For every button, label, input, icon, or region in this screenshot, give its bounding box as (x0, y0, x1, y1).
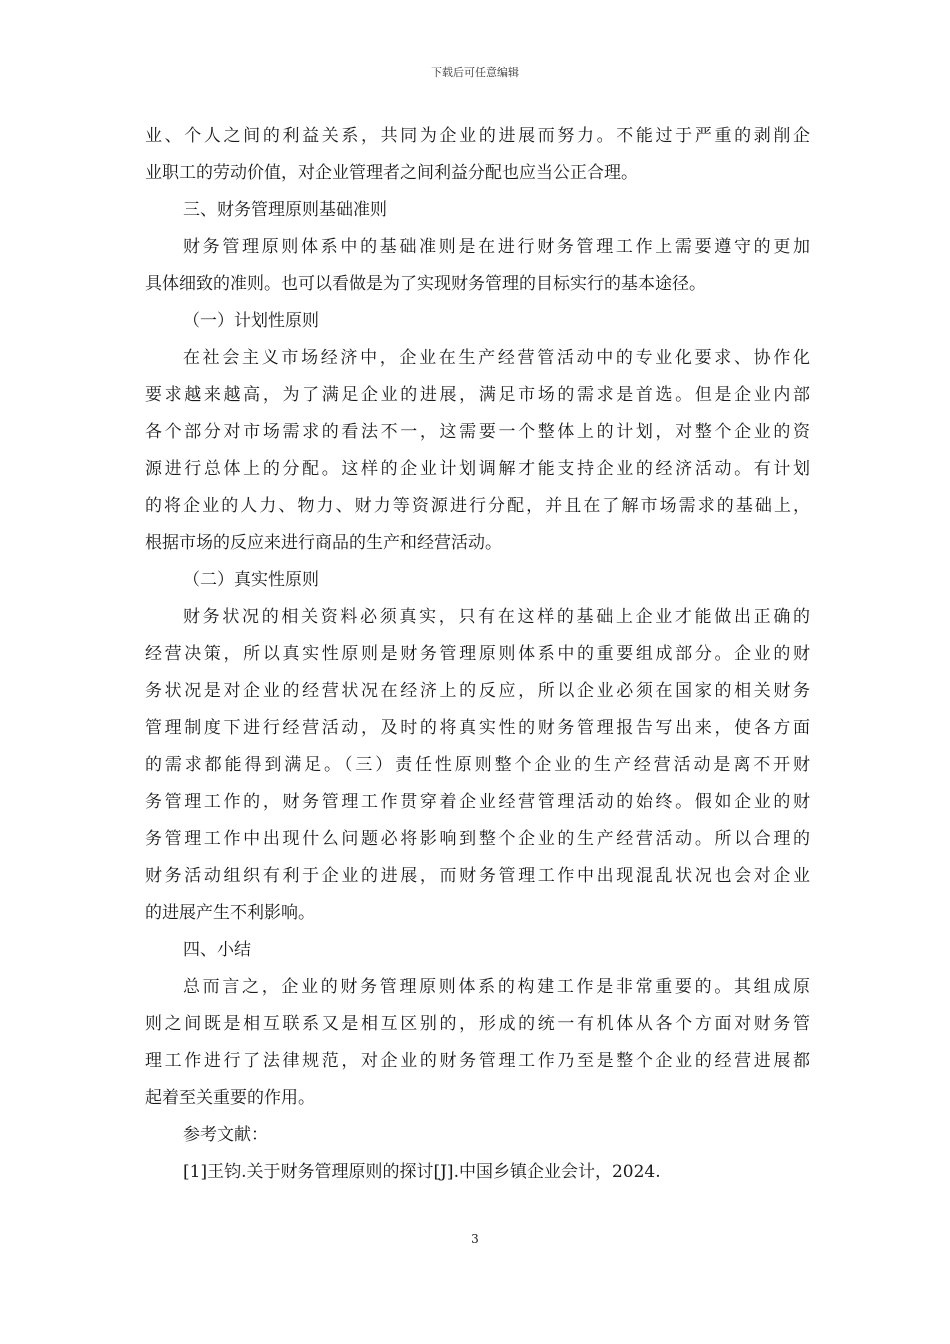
text-line: 管理制度下进行经营活动，及时的将真实性的财务管理报告写出来，使各方面 (145, 718, 810, 738)
text-line: 具体细致的准则。也可以看做是为了实现财务管理的目标实行的基本途径。 (145, 274, 706, 294)
text-line: 财务管理原则体系中的基础准则是在进行财务管理工作上需要遵守的更加 (183, 237, 810, 257)
text-line: 业、个人之间的利益关系，共同为企业的进展而努力。不能过于严重的剥削企 (145, 126, 810, 146)
document-body (145, 118, 810, 1191)
text-line: 总而言之，企业的财务管理原则体系的构建工作是非常重要的。其组成原 (183, 977, 810, 997)
text-line: （二）真实性原则 (183, 570, 319, 590)
text-line: 的进展产生不利影响。 (145, 903, 315, 923)
text-line: 的需求都能得到满足。（三）责任性原则整个企业的生产经营活动是离不开财 (145, 755, 810, 775)
text-line: 的将企业的人力、物力、财力等资源进行分配，并且在了解市场需求的基础上， (145, 496, 810, 516)
text-line: 三、财务管理原则基础准则 (183, 200, 387, 220)
text-line: 参考文献： (183, 1125, 268, 1145)
text-line: 财务状况的相关资料必须真实，只有在这样的基础上企业才能做出正确的 (183, 607, 810, 627)
text-line: 经营决策，所以真实性原则是财务管理原则体系中的重要组成部分。企业的财 (145, 644, 810, 664)
text-line: 务管理工作的，财务管理工作贯穿着企业经营管理活动的始终。假如企业的财 (145, 792, 810, 812)
text-line: 四、小结 (183, 940, 251, 960)
text-line: 财务活动组织有利于企业的进展，而财务管理工作中出现混乱状况也会对企业 (145, 866, 810, 886)
text-line: 源进行总体上的分配。这样的企业计划调解才能支持企业的经济活动。有计划 (145, 459, 810, 479)
page-header-note: 下载后可任意编辑 (431, 66, 519, 79)
text-line: 业职工的劳动价值，对企业管理者之间利益分配也应当公正合理。 (145, 163, 638, 183)
text-line: 理工作进行了法律规范，对企业的财务管理工作乃至是整个企业的经营进展都 (145, 1051, 810, 1071)
page-number: 3 (471, 1232, 479, 1246)
text-line: 起着至关重要的作用。 (145, 1088, 315, 1108)
text-line: 务状况是对企业的经营状况在经济上的反应，所以企业必须在国家的相关财务 (145, 681, 810, 701)
text-line: 在社会主义市场经济中，企业在生产经营管活动中的专业化要求、协作化 (183, 348, 810, 368)
text-line: 务管理工作中出现什么问题必将影响到整个企业的生产经营活动。所以合理的 (145, 829, 810, 849)
text-line: 要求越来越高，为了满足企业的进展，满足市场的需求是首选。但是企业内部 (145, 385, 810, 405)
text-line: [1]王钧.关于财务管理原则的探讨[J].中国乡镇企业会计，2024. (183, 1162, 661, 1182)
text-line: （一）计划性原则 (183, 311, 319, 331)
text-line: 则之间既是相互联系又是相互区别的，形成的统一有机体从各个方面对财务管 (145, 1014, 810, 1034)
text-line: 各个部分对市场需求的看法不一，这需要一个整体上的计划，对整个企业的资 (145, 422, 810, 442)
text-line: 根据市场的反应来进行商品的生产和经营活动。 (145, 533, 502, 553)
